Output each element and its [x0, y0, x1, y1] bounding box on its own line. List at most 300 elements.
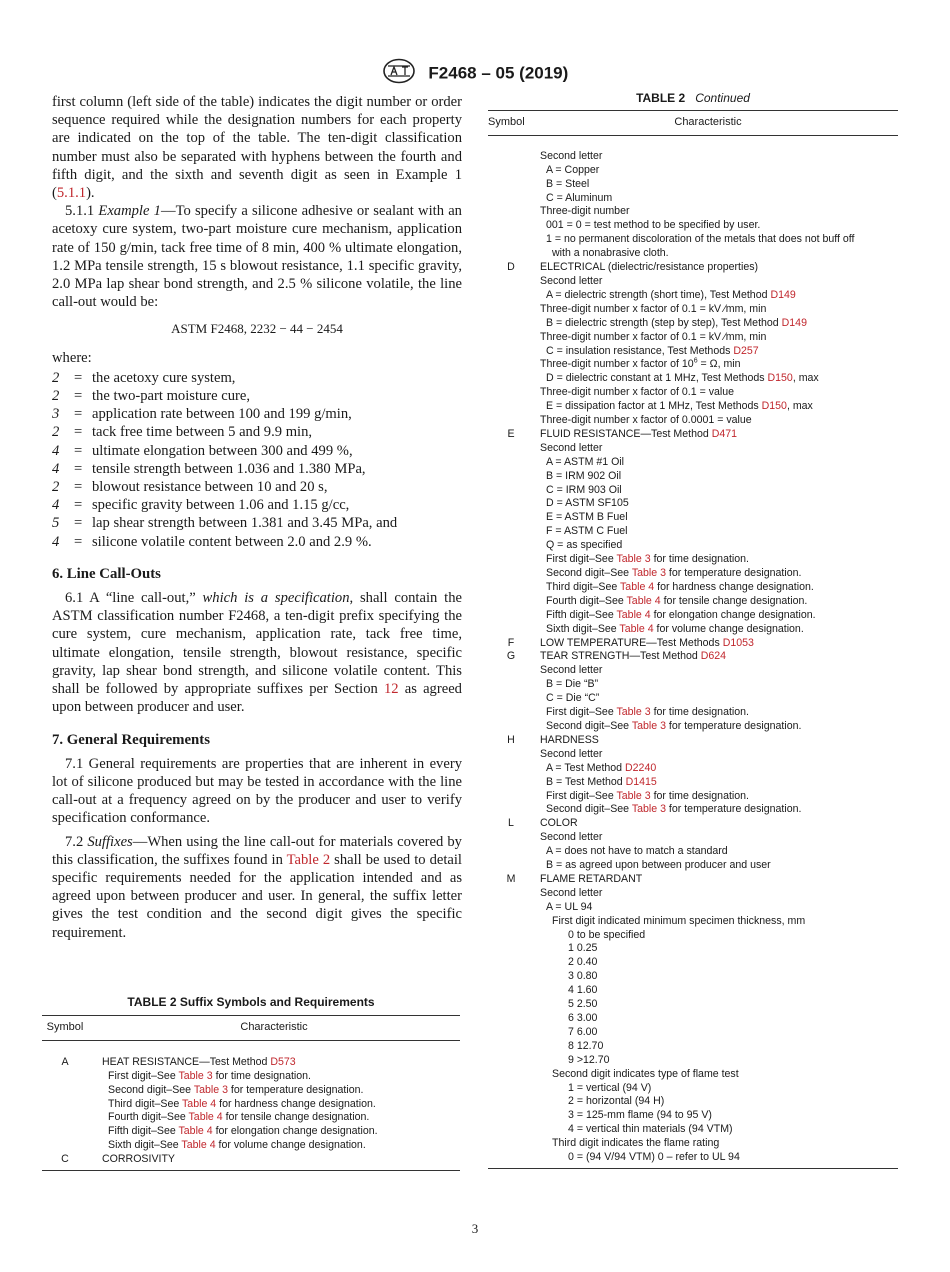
row-characteristic	[534, 720, 898, 734]
text: Second digit indicates type of flame test	[552, 1067, 739, 1080]
reference-link[interactable]: Table 3	[631, 803, 666, 816]
row-characteristic	[534, 1026, 898, 1040]
row-characteristic	[534, 942, 898, 956]
row-characteristic	[88, 1084, 460, 1098]
table-row	[488, 233, 898, 247]
reference-link[interactable]: Table 4	[616, 608, 651, 621]
row-symbol	[42, 1070, 88, 1084]
table-row	[488, 317, 898, 331]
row-symbol: E	[507, 427, 515, 440]
section-7-title: 7. General Requirements	[52, 731, 210, 748]
text: for temperature designation.	[665, 803, 802, 816]
table-row	[488, 637, 898, 651]
text: Three-digit number x factor of 0.1 = kV ⁄mm, min	[540, 302, 767, 315]
reference-link[interactable]: Table 4	[620, 580, 655, 593]
text: Second letter	[540, 441, 603, 454]
text: Third digit indicates the flame rating	[552, 1137, 720, 1150]
row-characteristic	[534, 748, 898, 762]
col-characteristic: Characteristic	[674, 115, 742, 128]
where-equals: =	[74, 424, 83, 441]
row-symbol: F	[507, 636, 515, 649]
row-symbol	[488, 831, 534, 845]
row-symbol	[488, 901, 534, 915]
text: 9 >12.70	[568, 1053, 610, 1066]
text: B = as agreed upon between producer and user	[546, 859, 771, 872]
text: Second letter	[540, 831, 603, 844]
table-row	[488, 428, 898, 442]
text: Second letter	[540, 274, 603, 287]
table-bottom-rule	[42, 1170, 460, 1171]
text: 6 3.00	[568, 1012, 598, 1024]
row-characteristic	[534, 470, 898, 484]
row-symbol	[488, 581, 534, 595]
text: 8 12.70	[568, 1039, 604, 1052]
where-description: ultimate elongation between 300 and 499 %,	[92, 442, 353, 459]
row-symbol	[488, 706, 534, 720]
reference-link[interactable]: D624	[700, 650, 727, 663]
where-item	[52, 514, 462, 532]
where-digit: 4	[52, 533, 60, 550]
text: Sixth digit–See	[546, 622, 620, 635]
row-characteristic	[534, 650, 898, 664]
link-table-2[interactable]: Table 2	[286, 851, 331, 868]
row-symbol	[488, 956, 534, 970]
table-row	[488, 720, 898, 734]
row-characteristic	[534, 790, 898, 804]
text: 4 1.60	[568, 984, 598, 997]
text: 0 = (94 V/94 VTM) 0 – refer to UL 94	[568, 1151, 740, 1164]
table-row	[42, 1098, 460, 1112]
row-symbol: D	[507, 261, 515, 274]
where-equals: =	[74, 369, 83, 386]
table-row	[488, 205, 898, 219]
row-characteristic	[534, 1082, 898, 1096]
text: Third digit–See	[108, 1097, 183, 1110]
table-row	[488, 776, 898, 790]
row-symbol	[488, 205, 534, 219]
row-characteristic	[534, 275, 898, 289]
text: B = Die “B”	[546, 678, 599, 691]
text: , max	[792, 372, 819, 385]
text: D = ASTM SF105	[546, 497, 629, 510]
page-number: 3	[471, 1221, 479, 1236]
reference-link[interactable]: D150	[761, 400, 787, 413]
row-characteristic	[534, 581, 898, 595]
row-characteristic	[534, 289, 898, 303]
row-characteristic	[88, 1070, 460, 1084]
row-symbol	[488, 1137, 534, 1151]
reference-link[interactable]: D1415	[625, 775, 657, 788]
where-description: tensile strength between 1.036 and 1.380 MPa,	[92, 460, 366, 477]
where-equals: =	[74, 497, 83, 514]
text: COLOR	[540, 817, 578, 830]
text: 7 6.00	[568, 1025, 598, 1038]
text: 2 = horizontal (94 H)	[568, 1095, 665, 1108]
reference-link[interactable]: D573	[270, 1055, 296, 1068]
row-characteristic	[534, 678, 898, 692]
row-characteristic	[534, 386, 898, 400]
table-row	[488, 1095, 898, 1109]
row-symbol	[488, 692, 534, 706]
row-characteristic	[534, 637, 898, 651]
text: 5 2.50	[568, 998, 598, 1011]
paragraph-6-1: 6.1 A “line call-out,” which is a specification, shall contain the ASTM classification number F2468, a ten-digit prefix specifying the cure system, cure mechanism, application rate, tack free time, ultimate elongation, tensile strength, blowout resistance, specific gravity, lap shear bond strength, and silicone volatile content. This shall be followed by appropriate suffixes per Section 12 as agreed upon between producer and user.	[52, 590, 462, 716]
text: HARDNESS	[540, 733, 599, 746]
where-item	[52, 423, 462, 441]
table-row	[488, 178, 898, 192]
table-row	[488, 942, 898, 956]
table-row	[488, 1054, 898, 1068]
text: A = UL 94	[546, 900, 593, 913]
row-characteristic	[534, 567, 898, 581]
where-equals: =	[74, 515, 83, 532]
row-symbol	[42, 1111, 88, 1125]
row-characteristic	[534, 511, 898, 525]
where-description: lap shear strength between 1.381 and 3.45 MPa, and	[92, 515, 398, 532]
table-row	[488, 873, 898, 887]
row-characteristic	[534, 1054, 898, 1068]
row-characteristic	[534, 873, 898, 887]
document-designation: F2468 – 05 (2019)	[428, 63, 569, 83]
row-symbol	[488, 553, 534, 567]
text: Fourth digit–See	[108, 1111, 189, 1124]
text: Three-digit number	[540, 205, 630, 218]
reference-link[interactable]: Table 3	[193, 1083, 228, 1096]
row-symbol	[488, 1054, 534, 1068]
reference-link[interactable]: D149	[770, 288, 796, 301]
row-characteristic	[534, 317, 898, 331]
row-symbol	[488, 859, 534, 873]
text: C = Die “C”	[546, 692, 600, 705]
table-row	[488, 790, 898, 804]
row-characteristic	[534, 428, 898, 442]
row-characteristic	[534, 219, 898, 233]
where-item	[52, 478, 462, 496]
text: for tensile change designation.	[660, 594, 808, 607]
reference-link[interactable]: Table 4	[181, 1139, 216, 1152]
text: Fourth digit–See	[546, 594, 627, 607]
text: C = Aluminum	[546, 191, 613, 204]
row-characteristic	[534, 956, 898, 970]
text: for hardness change designation.	[654, 580, 814, 593]
row-symbol	[488, 317, 534, 331]
row-characteristic	[534, 553, 898, 567]
reference-link[interactable]: Table 3	[631, 567, 666, 579]
where-item	[52, 496, 462, 514]
text: Second letter	[540, 886, 603, 899]
table-row	[488, 887, 898, 901]
row-symbol	[488, 275, 534, 289]
table-row	[488, 609, 898, 623]
row-characteristic	[534, 372, 898, 386]
where-description: specific gravity between 1.06 and 1.15 g/cc,	[92, 497, 350, 514]
table-bottom-rule	[488, 1168, 898, 1169]
paragraph-7-1: 7.1 General requirements are properties that are inherent in every lot of silicone produced but may be tested in accordance with the line call-out at a frequency agreed on by the producer and user to verify specification conformance.	[52, 755, 462, 827]
left-column	[52, 93, 462, 942]
table-row	[488, 984, 898, 998]
text: Q = as specified	[546, 539, 623, 552]
table-row	[488, 331, 898, 345]
reference-link[interactable]: Table 4	[188, 1111, 223, 1124]
text: B = Test Method	[546, 775, 626, 788]
line-call-out-equation: ASTM F2468, 2232 − 44 − 2454	[171, 321, 343, 337]
text: with a nonabrasive cloth.	[552, 247, 669, 260]
reference-link[interactable]: Table 4	[182, 1097, 217, 1110]
where-label: where:	[52, 349, 92, 366]
row-symbol	[488, 1026, 534, 1040]
row-characteristic	[534, 525, 898, 539]
reference-link[interactable]: Table 3	[178, 1069, 213, 1082]
text: FLUID RESISTANCE—Test Method	[540, 427, 712, 440]
table-row	[488, 1026, 898, 1040]
table-row	[488, 289, 898, 303]
text: Third digit–See	[546, 580, 621, 593]
reference-link[interactable]: Table 3	[616, 789, 651, 802]
text: First digit indicated minimum specimen thickness, mm	[552, 914, 806, 927]
text: FLAME RETARDANT	[540, 872, 643, 885]
table-row	[488, 803, 898, 817]
row-characteristic	[534, 442, 898, 456]
row-symbol	[42, 1098, 88, 1112]
where-equals: =	[74, 479, 83, 496]
text: Three-digit number x factor of 0.1 = value	[540, 386, 735, 399]
table-row	[488, 219, 898, 233]
row-characteristic	[534, 178, 898, 192]
where-item	[52, 369, 462, 387]
reference-link[interactable]: Table 3	[616, 553, 651, 566]
where-digit: 4	[52, 460, 60, 477]
table-row	[488, 623, 898, 637]
table-2-continued-header	[488, 110, 898, 136]
row-symbol	[488, 456, 534, 470]
table-2-left	[42, 996, 460, 1171]
text: 1 = no permanent discoloration of the metals that does not buff off	[546, 233, 855, 246]
row-symbol	[488, 1068, 534, 1082]
text: for temperature designation.	[665, 567, 802, 579]
table-row	[488, 664, 898, 678]
row-symbol	[488, 678, 534, 692]
text: Second digit–See	[546, 567, 632, 579]
table-row	[488, 650, 898, 664]
table-row	[488, 901, 898, 915]
text: E = dissipation factor at 1 MHz, Test Methods	[546, 400, 762, 413]
paragraph-5-1-1: 5.1.1 Example 1—To specify a silicone adhesive or sealant with an acetoxy cure system, two-part moisture cure mechanism, application rate of 150 g/min, tack free time of 8 min, 400 % ultimate elongation, 1.2 MPa tensile strength, 15 s blowout resistance, 1.1 specific gravity, 2.0 MPa lap shear bond strength, and 2.5 % silicone volatile, the line call-out would be:	[52, 203, 462, 311]
reference-link[interactable]: Table 4	[178, 1125, 213, 1138]
table-row	[488, 484, 898, 498]
row-symbol	[488, 762, 534, 776]
row-symbol	[488, 178, 534, 192]
reference-link[interactable]: D149	[781, 316, 807, 329]
table-row	[488, 414, 898, 428]
where-digit: 4	[52, 442, 60, 459]
where-digit: 5	[52, 515, 60, 532]
row-symbol	[488, 358, 534, 372]
text: A = ASTM #1 Oil	[546, 455, 625, 468]
text: First digit–See	[546, 706, 617, 719]
reference-link[interactable]: D257	[733, 344, 759, 357]
row-characteristic	[534, 859, 898, 873]
row-characteristic	[534, 929, 898, 943]
text: 1 = vertical (94 V)	[568, 1081, 652, 1094]
text: for hardness change designation.	[216, 1097, 376, 1110]
table-row	[488, 358, 898, 372]
row-symbol	[488, 915, 534, 929]
where-description: application rate between 100 and 199 g/min,	[92, 406, 352, 423]
row-symbol	[488, 470, 534, 484]
row-characteristic	[534, 1040, 898, 1054]
text: Three-digit number x factor of 10	[540, 358, 694, 371]
row-characteristic	[534, 998, 898, 1012]
row-characteristic	[534, 414, 898, 428]
text: for time designation.	[650, 553, 749, 566]
row-characteristic	[534, 915, 898, 929]
row-symbol	[488, 664, 534, 678]
table-row	[42, 1111, 460, 1125]
where-digit: 2	[52, 369, 60, 386]
row-symbol	[488, 386, 534, 400]
row-symbol	[488, 595, 534, 609]
where-digit: 4	[52, 497, 60, 514]
table-row	[488, 831, 898, 845]
table-row	[42, 1056, 460, 1070]
table-row	[488, 192, 898, 206]
row-characteristic	[534, 970, 898, 984]
row-symbol: L	[508, 817, 514, 830]
text: 3 0.80	[568, 970, 598, 983]
row-symbol	[488, 400, 534, 414]
row-symbol	[488, 539, 534, 553]
text: , max	[786, 400, 813, 413]
text: D = dielectric constant at 1 MHz, Test Methods	[546, 372, 768, 385]
row-symbol	[488, 1123, 534, 1137]
reference-link[interactable]: D471	[711, 427, 738, 440]
text: B = Steel	[546, 177, 590, 190]
row-characteristic	[534, 595, 898, 609]
text: for time designation.	[650, 789, 749, 802]
link-5-1-1[interactable]: 5.1.1	[56, 185, 87, 202]
table-row	[42, 1084, 460, 1098]
row-symbol	[42, 1125, 88, 1139]
table-2-continued-title: TABLE 2 Continued	[636, 91, 750, 105]
text: B = dielectric strength (step by step), Test Method	[546, 316, 782, 329]
row-symbol	[42, 1084, 88, 1098]
row-characteristic	[534, 150, 898, 164]
reference-link[interactable]: Table 3	[616, 706, 651, 719]
text: for tensile change designation.	[222, 1111, 370, 1124]
row-characteristic	[534, 358, 898, 372]
text: C = insulation resistance, Test Methods	[546, 344, 734, 357]
text: 1 0.25	[568, 942, 598, 955]
where-equals: =	[74, 442, 83, 459]
text: Fifth digit–See	[108, 1125, 179, 1138]
row-symbol	[488, 303, 534, 317]
row-symbol	[488, 150, 534, 164]
text: LOW TEMPERATURE—Test Methods	[540, 636, 723, 649]
table-row	[42, 1153, 460, 1167]
text: Second digit–See	[546, 803, 632, 816]
row-symbol	[488, 484, 534, 498]
row-symbol: M	[506, 872, 516, 885]
reference-link[interactable]: D2240	[625, 761, 657, 774]
text: Second digit–See	[108, 1083, 194, 1096]
text: 2 0.40	[568, 956, 598, 969]
row-symbol: A	[61, 1055, 69, 1068]
row-symbol	[488, 192, 534, 206]
link-section-12[interactable]: 12	[383, 681, 399, 698]
row-symbol	[488, 609, 534, 623]
row-characteristic	[534, 1123, 898, 1137]
text: for elongation change designation.	[212, 1125, 378, 1138]
where-description: silicone volatile content between 2.0 and 2.9 %.	[92, 533, 372, 550]
row-symbol: G	[506, 650, 516, 663]
row-symbol	[488, 345, 534, 359]
where-item	[52, 460, 462, 478]
table-row	[488, 1040, 898, 1054]
text: Second letter	[540, 664, 603, 677]
where-digit: 2	[52, 424, 60, 441]
table-row	[42, 1125, 460, 1139]
row-characteristic	[534, 205, 898, 219]
table-row	[488, 998, 898, 1012]
reference-link[interactable]: D150	[767, 372, 793, 385]
row-symbol	[488, 1040, 534, 1054]
where-list	[52, 369, 462, 551]
col-characteristic: Characteristic	[240, 1020, 308, 1033]
text: A = dielectric strength (short time), Test Method	[546, 288, 771, 301]
row-characteristic	[534, 233, 898, 247]
row-symbol	[488, 887, 534, 901]
row-symbol	[488, 929, 534, 943]
row-characteristic	[88, 1139, 460, 1153]
row-characteristic	[534, 609, 898, 623]
text: Second digit–See	[546, 719, 632, 732]
table-row	[488, 525, 898, 539]
reference-link[interactable]: Table 4	[626, 594, 661, 607]
table-row	[488, 539, 898, 553]
reference-link[interactable]: D1053	[722, 636, 754, 649]
table-row	[488, 678, 898, 692]
superscript: 6	[693, 357, 698, 365]
table-row	[488, 400, 898, 414]
row-symbol	[488, 623, 534, 637]
text: A = Copper	[546, 163, 600, 176]
reference-link[interactable]: Table 3	[631, 719, 666, 732]
table-row	[42, 1139, 460, 1153]
row-symbol	[488, 984, 534, 998]
table-row	[488, 372, 898, 386]
table-row	[488, 456, 898, 470]
row-symbol	[488, 1109, 534, 1123]
row-characteristic	[534, 247, 898, 261]
row-characteristic	[534, 345, 898, 359]
row-characteristic	[534, 164, 898, 178]
table-row	[488, 247, 898, 261]
text: = Ω, min	[697, 358, 741, 371]
table-row	[488, 706, 898, 720]
row-symbol	[488, 1012, 534, 1026]
text: for volume change designation.	[215, 1139, 366, 1152]
reference-link[interactable]: Table 4	[619, 622, 654, 635]
table-row	[488, 1082, 898, 1096]
table-row	[488, 595, 898, 609]
text: 4 = vertical thin materials (94 VTM)	[568, 1123, 733, 1136]
row-symbol	[488, 970, 534, 984]
row-symbol	[488, 1095, 534, 1109]
row-characteristic	[534, 1109, 898, 1123]
row-symbol	[488, 942, 534, 956]
where-equals: =	[74, 388, 83, 405]
table-row	[488, 1123, 898, 1137]
